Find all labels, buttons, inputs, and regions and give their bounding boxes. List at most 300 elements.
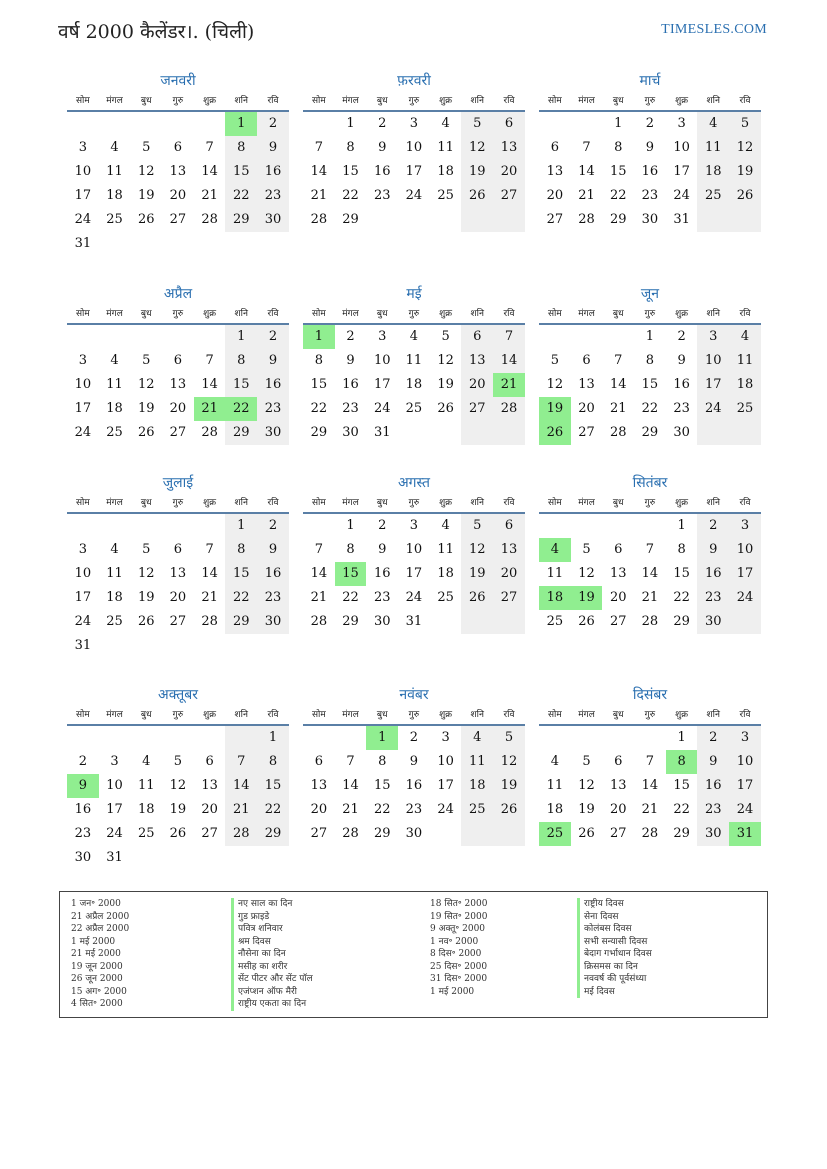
day-cell: 6 <box>205 754 214 769</box>
day-cell: 4 <box>409 329 419 344</box>
weekday-label: रवि <box>267 498 279 508</box>
weekday-label: गुरु <box>644 309 656 319</box>
day-cell: 8 <box>346 140 355 155</box>
day-cell: 6 <box>614 754 623 769</box>
empty-cell <box>602 514 634 538</box>
day-cell: 22 <box>673 802 690 817</box>
legend-entry: सेना दिवस <box>577 911 652 924</box>
day-cell: 19 <box>539 397 571 421</box>
day-cell: 26 <box>137 614 155 629</box>
day-cell: 17 <box>74 401 92 416</box>
day-cell: 30 <box>257 208 289 232</box>
day-cell: 8 <box>225 136 257 160</box>
day-cell: 16 <box>673 377 690 392</box>
weekday-label: शनि <box>470 309 484 319</box>
legend-entry: बेदाग गर्भाधान दिवस <box>577 948 652 961</box>
day-cell: 30 <box>641 212 659 227</box>
day-cell: 6 <box>314 754 323 769</box>
weekday-label: गुरु <box>172 309 184 319</box>
day-cell: 25 <box>437 188 454 203</box>
empty-cell <box>398 208 430 232</box>
day-cell: 30 <box>74 850 92 865</box>
day-cell: 12 <box>137 377 155 392</box>
legend-entry: 25 दिस॰ 2000 <box>430 961 488 972</box>
day-cell: 13 <box>546 164 564 179</box>
legend-entry: 1 मई 2000 <box>430 986 475 997</box>
weekday-label: शनि <box>234 96 248 106</box>
day-cell: 31 <box>74 236 92 251</box>
day-cell: 11 <box>405 353 423 368</box>
legend-entry: 9 अक्तू॰ 2000 <box>430 924 486 934</box>
days-grid <box>303 112 525 232</box>
day-cell: 24 <box>673 188 690 203</box>
empty-cell <box>194 726 226 750</box>
weekday-label: गुरु <box>172 498 184 508</box>
day-cell: 28 <box>225 822 257 846</box>
day-cell: 9 <box>697 750 729 774</box>
day-cell: 21 <box>342 802 359 817</box>
day-cell: 4 <box>729 325 761 349</box>
legend-entry: नौसेना का दिन <box>231 948 313 961</box>
day-cell: 3 <box>78 140 87 155</box>
empty-cell <box>162 634 194 658</box>
weekday-label: बुध <box>612 309 624 319</box>
legend-entry: गुड फ्राइडे <box>231 911 313 924</box>
day-cell: 19 <box>578 802 595 817</box>
day-cell: 28 <box>201 212 218 227</box>
empty-cell <box>130 726 162 750</box>
day-cell: 8 <box>225 349 257 373</box>
month-block <box>67 472 289 658</box>
day-cell: 15 <box>673 566 690 581</box>
day-cell: 9 <box>378 140 387 155</box>
day-cell: 13 <box>493 136 525 160</box>
day-cell: 31 <box>729 822 761 846</box>
weekday-label: शनि <box>470 96 484 106</box>
legend-entry: एजंप्शन ऑफ मैरी <box>231 986 313 999</box>
day-cell: 6 <box>493 112 525 136</box>
day-cell: 18 <box>539 586 571 610</box>
weekday-label: शुक्र <box>675 498 689 508</box>
empty-cell <box>729 208 761 232</box>
day-cell: 10 <box>405 542 423 557</box>
day-cell: 25 <box>729 397 761 421</box>
weekday-header <box>67 706 289 726</box>
day-cell: 22 <box>257 798 289 822</box>
legend-entry: श्रम दिवस <box>231 936 313 949</box>
day-cell: 8 <box>378 754 387 769</box>
day-cell: 7 <box>582 140 591 155</box>
empty-cell <box>130 846 162 870</box>
days-grid <box>303 514 525 634</box>
month-name: अक्तूबर <box>158 687 198 703</box>
day-cell: 20 <box>493 160 525 184</box>
day-cell: 7 <box>225 750 257 774</box>
month-name: जनवरी <box>160 73 196 89</box>
empty-cell <box>194 634 226 658</box>
day-cell: 17 <box>373 377 391 392</box>
day-cell: 30 <box>697 610 729 634</box>
weekday-header <box>303 706 525 726</box>
day-cell: 19 <box>137 590 155 605</box>
day-cell: 17 <box>437 778 454 793</box>
empty-cell <box>257 846 289 870</box>
empty-cell <box>130 514 162 538</box>
empty-cell <box>67 514 99 538</box>
day-cell: 11 <box>106 377 123 392</box>
day-cell: 7 <box>645 542 655 557</box>
day-cell: 10 <box>729 750 761 774</box>
weekday-label: गुरु <box>172 96 184 106</box>
day-cell: 24 <box>74 614 92 629</box>
day-cell: 1 <box>303 325 335 349</box>
day-cell: 24 <box>74 425 92 440</box>
day-cell: 7 <box>645 754 655 769</box>
weekday-label: बुध <box>612 498 624 508</box>
day-cell: 10 <box>405 140 423 155</box>
day-cell: 27 <box>201 826 218 841</box>
day-cell: 21 <box>609 401 627 416</box>
day-cell: 28 <box>310 212 328 227</box>
weekday-label: मंगल <box>342 96 359 106</box>
day-cell: 24 <box>729 798 761 822</box>
legend-entry: क्रिसमस का दिन <box>577 961 652 974</box>
day-cell: 27 <box>493 184 525 208</box>
day-cell: 26 <box>437 401 454 416</box>
day-cell: 18 <box>437 164 454 179</box>
day-cell: 6 <box>493 514 525 538</box>
day-cell: 20 <box>578 401 595 416</box>
day-cell: 2 <box>409 730 419 745</box>
legend-entry: 1 जन॰ 2000 <box>71 899 121 909</box>
day-cell: 2 <box>257 514 289 538</box>
weekday-label: बुध <box>140 96 152 106</box>
day-cell: 23 <box>373 188 391 203</box>
empty-cell <box>602 325 634 349</box>
day-cell: 17 <box>405 566 423 581</box>
legend-entry: कोलंबस दिवस <box>577 923 652 936</box>
day-cell: 24 <box>74 212 92 227</box>
weekday-label: शुक्र <box>203 710 217 720</box>
day-cell: 23 <box>673 401 690 416</box>
day-cell: 4 <box>697 112 729 136</box>
legend-dates-col2 <box>430 898 487 998</box>
empty-cell <box>162 514 194 538</box>
day-cell: 11 <box>437 140 454 155</box>
day-cell: 4 <box>142 754 151 769</box>
day-cell: 28 <box>310 614 328 629</box>
day-cell: 23 <box>697 798 729 822</box>
day-cell: 25 <box>137 826 155 841</box>
legend-entry: राष्ट्रीय दिवस <box>577 898 652 911</box>
day-cell: 9 <box>677 353 686 368</box>
day-cell: 24 <box>729 586 761 610</box>
day-cell: 17 <box>106 802 123 817</box>
day-cell: 22 <box>373 802 391 817</box>
weekday-label: रवि <box>267 710 279 720</box>
day-cell: 9 <box>378 542 387 557</box>
empty-cell <box>571 726 603 750</box>
weekday-label: शनि <box>234 710 248 720</box>
day-cell: 10 <box>74 164 92 179</box>
day-cell: 5 <box>582 542 591 557</box>
day-cell: 10 <box>74 566 92 581</box>
day-cell: 18 <box>106 401 123 416</box>
empty-cell <box>398 421 430 445</box>
day-cell: 22 <box>225 184 257 208</box>
day-cell: 28 <box>641 826 659 841</box>
day-cell: 4 <box>441 518 450 533</box>
day-cell: 12 <box>546 377 564 392</box>
legend-entry: मई दिवस <box>577 986 652 999</box>
day-cell: 23 <box>342 401 359 416</box>
day-cell: 4 <box>441 116 450 131</box>
month-name: सितंबर <box>632 475 668 491</box>
month-block <box>303 684 525 846</box>
empty-cell <box>67 325 99 349</box>
day-cell: 29 <box>225 208 257 232</box>
weekday-label: बुध <box>140 710 152 720</box>
day-cell: 21 <box>641 802 659 817</box>
weekday-label: शनि <box>470 710 484 720</box>
day-cell: 27 <box>609 614 627 629</box>
weekday-label: गुरु <box>172 710 184 720</box>
day-cell: 20 <box>169 401 187 416</box>
day-cell: 16 <box>257 373 289 397</box>
day-cell: 31 <box>373 425 391 440</box>
day-cell: 31 <box>74 638 92 653</box>
empty-cell <box>194 846 226 870</box>
day-cell: 23 <box>257 184 289 208</box>
legend-entry: राष्ट्रीय एकता का दिन <box>231 998 313 1011</box>
day-cell: 1 <box>225 514 257 538</box>
day-cell: 4 <box>110 140 119 155</box>
day-cell: 26 <box>461 586 493 610</box>
day-cell: 18 <box>546 802 564 817</box>
empty-cell <box>130 325 162 349</box>
day-cell: 23 <box>257 586 289 610</box>
day-cell: 16 <box>257 562 289 586</box>
day-cell: 1 <box>225 325 257 349</box>
weekday-label: सोम <box>547 96 562 106</box>
weekday-label: सोम <box>547 710 562 720</box>
day-cell: 27 <box>169 425 187 440</box>
day-cell: 16 <box>697 774 729 798</box>
day-cell: 21 <box>201 188 218 203</box>
day-cell: 28 <box>201 425 218 440</box>
day-cell: 1 <box>225 112 257 136</box>
site-link[interactable]: TIMESLES.COM <box>661 22 767 37</box>
weekday-label: शुक्र <box>675 710 689 720</box>
day-cell: 14 <box>310 164 328 179</box>
month-name: फ़रवरी <box>397 73 431 89</box>
legend-entry: 8 दिस॰ 2000 <box>430 949 482 959</box>
day-cell: 10 <box>437 754 454 769</box>
day-cell: 14 <box>342 778 359 793</box>
day-cell: 23 <box>373 590 391 605</box>
day-cell: 3 <box>110 754 119 769</box>
month-block <box>539 472 761 634</box>
weekday-label: गुरु <box>644 710 656 720</box>
day-cell: 8 <box>645 353 655 368</box>
day-cell: 9 <box>67 774 99 798</box>
empty-cell <box>162 846 194 870</box>
weekday-label: शनि <box>234 309 248 319</box>
day-cell: 12 <box>461 136 493 160</box>
day-cell: 12 <box>729 136 761 160</box>
weekday-label: शुक्र <box>439 710 453 720</box>
day-cell: 22 <box>225 586 257 610</box>
legend-entry: 15 अग॰ 2000 <box>71 986 127 997</box>
empty-cell <box>461 610 493 634</box>
day-cell: 12 <box>578 778 595 793</box>
day-cell: 17 <box>74 188 92 203</box>
day-cell: 5 <box>493 726 525 750</box>
day-cell: 5 <box>142 140 151 155</box>
days-grid <box>303 726 525 846</box>
weekday-header <box>303 494 525 514</box>
day-cell: 24 <box>405 590 423 605</box>
weekday-label: गुरु <box>644 96 656 106</box>
day-cell: 7 <box>314 140 323 155</box>
day-cell: 3 <box>729 726 761 750</box>
weekday-label: गुरु <box>408 309 420 319</box>
weekday-label: बुध <box>612 96 624 106</box>
day-cell: 2 <box>257 325 289 349</box>
empty-cell <box>634 726 666 750</box>
day-cell: 6 <box>550 140 559 155</box>
day-cell: 15 <box>257 774 289 798</box>
weekday-label: सोम <box>75 96 90 106</box>
empty-cell <box>99 232 131 256</box>
weekday-label: रवि <box>503 96 515 106</box>
day-cell: 29 <box>673 614 690 629</box>
month-block <box>67 684 289 870</box>
legend-entry: 31 दिस॰ 2000 <box>430 974 488 984</box>
weekday-label: मंगल <box>106 309 123 319</box>
empty-cell <box>162 726 194 750</box>
weekday-label: सोम <box>311 710 326 720</box>
day-cell: 30 <box>342 425 359 440</box>
weekday-label: बुध <box>376 309 388 319</box>
weekday-label: बुध <box>140 498 152 508</box>
day-cell: 3 <box>697 325 729 349</box>
day-cell: 14 <box>578 164 595 179</box>
day-cell: 25 <box>106 614 123 629</box>
day-cell: 29 <box>225 421 257 445</box>
days-grid <box>303 325 525 445</box>
day-cell: 12 <box>137 566 155 581</box>
day-cell: 3 <box>78 542 87 557</box>
day-cell: 3 <box>729 514 761 538</box>
day-cell: 1 <box>677 730 686 745</box>
day-cell: 24 <box>373 401 391 416</box>
day-cell: 2 <box>346 329 355 344</box>
day-cell: 14 <box>493 349 525 373</box>
weekday-label: सोम <box>547 309 562 319</box>
day-cell: 22 <box>310 401 328 416</box>
page-title: वर्ष 2000 कैलेंडर।. (चिली) <box>58 21 255 43</box>
empty-cell <box>225 846 257 870</box>
day-cell: 29 <box>641 425 659 440</box>
day-cell: 27 <box>546 212 564 227</box>
legend-entry: पवित्र शनिवार <box>231 923 313 936</box>
empty-cell <box>539 112 571 136</box>
day-cell: 25 <box>106 425 123 440</box>
day-cell: 27 <box>578 425 595 440</box>
day-cell: 1 <box>614 116 623 131</box>
day-cell: 29 <box>257 822 289 846</box>
day-cell: 25 <box>405 401 423 416</box>
weekday-label: मंगल <box>342 309 359 319</box>
day-cell: 29 <box>225 610 257 634</box>
weekday-label: शुक्र <box>203 498 217 508</box>
empty-cell <box>634 514 666 538</box>
empty-cell <box>461 208 493 232</box>
empty-cell <box>194 112 226 136</box>
day-cell: 30 <box>257 421 289 445</box>
weekday-label: शुक्र <box>439 96 453 106</box>
empty-cell <box>697 208 729 232</box>
weekday-label: गुरु <box>408 498 420 508</box>
day-cell: 20 <box>169 188 187 203</box>
day-cell: 24 <box>405 188 423 203</box>
day-cell: 4 <box>550 754 559 769</box>
weekday-label: मंगल <box>106 96 123 106</box>
weekday-label: सोम <box>311 96 326 106</box>
legend-entry: नववर्ष की पूर्वसंध्या <box>577 973 652 986</box>
day-cell: 30 <box>673 425 690 440</box>
day-cell: 8 <box>677 542 686 557</box>
day-cell: 14 <box>310 566 328 581</box>
day-cell: 29 <box>373 826 391 841</box>
weekday-header <box>539 494 761 514</box>
day-cell: 19 <box>729 160 761 184</box>
empty-cell <box>194 514 226 538</box>
weekday-label: मंगल <box>106 498 123 508</box>
weekday-label: बुध <box>612 710 624 720</box>
weekday-header <box>303 305 525 325</box>
day-cell: 24 <box>437 802 454 817</box>
day-cell: 9 <box>257 349 289 373</box>
day-cell: 21 <box>225 798 257 822</box>
empty-cell <box>99 514 131 538</box>
day-cell: 31 <box>106 850 123 865</box>
day-cell: 1 <box>346 518 355 533</box>
day-cell: 13 <box>310 778 328 793</box>
day-cell: 19 <box>137 188 155 203</box>
day-cell: 20 <box>310 802 328 817</box>
day-cell: 5 <box>729 112 761 136</box>
days-grid <box>67 112 289 256</box>
day-cell: 19 <box>437 377 454 392</box>
day-cell: 29 <box>342 212 359 227</box>
day-cell: 9 <box>346 353 355 368</box>
month-name: जून <box>640 286 660 302</box>
weekday-label: रवि <box>739 96 751 106</box>
day-cell: 20 <box>546 188 564 203</box>
month-name: जुलाई <box>162 475 194 491</box>
day-cell: 30 <box>697 822 729 846</box>
empty-cell <box>493 610 525 634</box>
day-cell: 18 <box>106 188 123 203</box>
weekday-label: शनि <box>706 710 720 720</box>
empty-cell <box>493 208 525 232</box>
empty-cell <box>493 421 525 445</box>
day-cell: 4 <box>110 353 119 368</box>
legend-names-col2 <box>577 898 652 998</box>
month-name: अगस्त <box>397 475 430 491</box>
